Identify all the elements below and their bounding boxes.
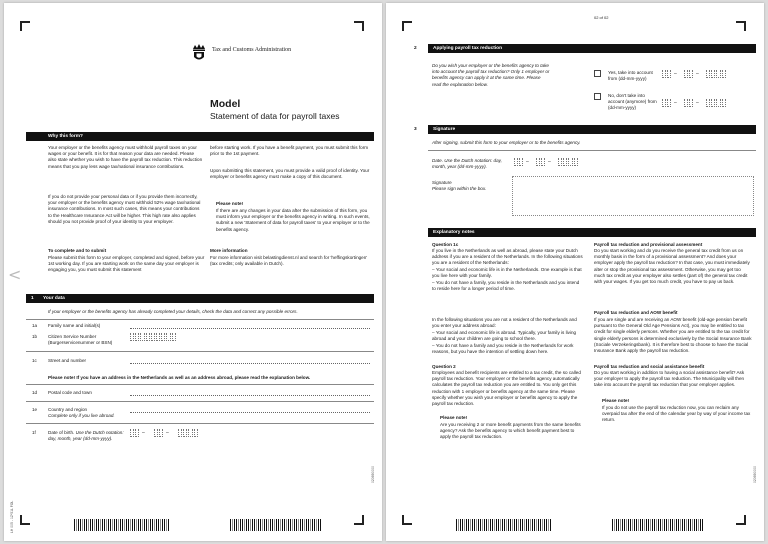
form-code: 020690000: [371, 466, 375, 483]
field-label: Citizen Service Number: [48, 334, 97, 339]
sign-month-input[interactable]: [536, 158, 545, 166]
more-info-heading: More information: [210, 248, 248, 253]
q2-heading: Question 2: [432, 364, 456, 369]
field-number: 1a: [32, 323, 38, 328]
yes-label: Yes, take into account from (dd-mm-yyyy): [608, 70, 653, 82]
field-number: 1d: [32, 390, 38, 395]
barcode: [230, 519, 322, 531]
why-section-header: Why this form?: [26, 132, 374, 141]
divider: [26, 319, 374, 320]
barcode: [74, 519, 169, 531]
no-year-input[interactable]: [706, 99, 726, 107]
signature-box[interactable]: [512, 176, 754, 216]
organization-name: Tax and Customs Administration: [212, 47, 292, 53]
section-title: Your data: [43, 296, 65, 301]
crop-mark: [402, 515, 412, 525]
section-2-header: Applying payroll tax reduction: [428, 44, 756, 53]
why-text-2: If you do not provide your personal data or if you provide them incorrectly, your employer or the benefits agency must withhold 52% wage tax/national insurance contributions. In most such cases, this means your contributions to the Healthcare Insurance Act will be higher. This high rate also applies should you not provide proof of your identity to your employer.: [48, 194, 201, 224]
dash: –: [674, 71, 677, 77]
q2-text: Employees and benefit recipients are entitled to a tax credit, the so called payroll tax reduction. Your employer or the benefits agency automatically calculates the payroll tax reduction you are entitled to. You only get this reduction with 1 employer or benefits agency at the same time. Please specify whether you wish your employer or benefits agency to apply the payroll tax reduction.: [432, 370, 581, 407]
aow-text: If you are single and are receiving an AOW benefit (old-age pension benefit pursuant to the General Old Age Pensions Act), you may be entitled to tax credit for single elderly persons. Whether you are entitled to the tax credit for single elderly persons is determined exclusively by the Social Insurance Bank (Sociale Verzekeringsbank). It is therefore best to choose to have the Social Insurance Bank apply the payroll tax reduction.: [594, 317, 752, 354]
barcode: [456, 519, 551, 531]
crop-mark: [736, 21, 746, 31]
abroad-note-text: Please note! If you have an address in the Netherlands as well as an address abroad, please read the explanation below.: [48, 375, 311, 380]
social-heading: Payroll tax reduction and social assistance benefit: [594, 364, 705, 369]
sign-year-input[interactable]: [558, 158, 578, 166]
yes-checkbox[interactable]: [594, 70, 601, 77]
yes-year-input[interactable]: [706, 70, 726, 78]
field-label: [48, 430, 128, 442]
section-number: 3: [414, 127, 417, 132]
note-heading: Please note!: [216, 201, 244, 206]
previous-page-arrow-icon[interactable]: <: [8, 265, 22, 284]
yes-day-input[interactable]: [662, 70, 671, 78]
q1c-bullet: – Your social and economic life is abroad. Typically, your family is living abroad and your children are going to school there.: [432, 330, 577, 342]
no-month-input[interactable]: [684, 99, 693, 107]
section-1-intro: If your employer or the benefits agency has already completed your details, check the data and correct any possible errors.: [48, 309, 298, 314]
dash: –: [142, 430, 145, 436]
q1c-text-2: In the following situations you are not a resident of the Netherlands and you enter your address abroad:: [432, 317, 577, 329]
dob-year-input[interactable]: [178, 429, 198, 437]
divider: [26, 401, 374, 402]
sign-day-input[interactable]: [514, 158, 523, 166]
yes-month-input[interactable]: [684, 70, 693, 78]
field-label: Street and number: [48, 358, 87, 363]
crop-mark: [402, 21, 412, 31]
divider: [26, 423, 374, 424]
dob-day-input[interactable]: [130, 429, 139, 437]
provisional-text: Do you start working and do you receive the general tax credit from us on monthly basis in the form of a provisional assessment? And does your employer apply the payroll tax reduction? In that case, you must immediately alter or stop the provisional tax assessment. Otherwise, you may get too much tax credit as your employer also settles (part of) the general tax credit with your wages. If you get too much credit, you have to pay us back.: [594, 248, 750, 285]
abroad-note: [48, 375, 368, 381]
family-name-input[interactable]: [130, 321, 370, 329]
field-label: Postal code and town: [48, 390, 92, 395]
social-note-text: If you do not use the payroll tax reduction now, you can reclaim any overpaid tax after the end of the calendar year by way of your income tax return.: [602, 405, 751, 423]
dash: –: [696, 100, 699, 106]
bsn-input[interactable]: [130, 333, 176, 341]
section-3-intro: After signing, submit this form to your employer or to the benefits agency.: [432, 140, 581, 145]
field-label: Family name and initial(s): [48, 323, 101, 328]
page-number: 02 of 02: [594, 15, 609, 20]
q1c-bullet: – You do not have a family and you reside in the Netherlands for work reasons, but you have the intention of settling down here.: [432, 343, 574, 355]
field-sublabel: Complete only if you live abroad.: [48, 413, 115, 418]
crop-mark: [20, 21, 30, 31]
section-1-header: [26, 294, 374, 303]
field-label: Country and region: [48, 407, 88, 412]
no-day-input[interactable]: [662, 99, 671, 107]
q2-note-heading: Please note!: [440, 415, 468, 420]
form-code: 020690000: [753, 466, 757, 483]
section-number: 2: [414, 46, 417, 51]
more-info-text: For more information visit belastingdienst.nl and search for 'heffingskortingen' (tax credits; only available in Dutch).: [210, 255, 368, 267]
divider: [26, 384, 374, 385]
form-page-2: [386, 3, 764, 541]
form-title: Model: [210, 98, 241, 110]
date-label: Date. Use the Dutch notation: day, month, year (dd-mm-yyyy).: [432, 158, 502, 170]
dob-month-input[interactable]: [154, 429, 163, 437]
crown-logo-icon: [190, 43, 208, 63]
signature-sublabel: Please sign within the box.: [432, 186, 487, 191]
signature-label: Signature: [432, 180, 452, 185]
q2-note-text: Are you receiving 2 or more benefit payments from the same benefits agency? Ask the benefits agency to which benefit payment best to apply the payroll tax reduction.: [440, 422, 581, 440]
complete-heading: To complete and to submit: [48, 248, 107, 253]
dash: –: [674, 100, 677, 106]
why-text-4: Upon submitting this statement, you must provide a valid proof of identity. Your employer or benefits agency must make a copy of this document.: [210, 168, 370, 180]
divider: [428, 150, 756, 151]
provisional-heading: Payroll tax reduction and provisional assessment: [594, 242, 703, 247]
dob-sublabel: Use the Dutch notation: day, month, year (dd-mm-yyyy).: [48, 430, 124, 442]
complete-text: Please submit this form to your employer, completed and signed, before your 1st working day. If you are starting work on the same day your employer is engaging you, you must submit this statement: [48, 255, 205, 273]
divider: [26, 351, 374, 352]
social-note-heading: Please note!: [602, 398, 630, 403]
crop-mark: [354, 515, 364, 525]
social-text: Do you start working in addition to having a social assistance benefit? Ask your employer to apply the payroll tax reduction. The Municipality will then take into account the payroll tax reduction that your employer applies.: [594, 370, 745, 388]
field-number: 1b: [32, 334, 38, 339]
country-input[interactable]: [130, 405, 370, 413]
q1c-bullet: – You do not have a family, you reside in the Netherlands and you intend to reside here for a longer period of time.: [432, 280, 580, 292]
dash: –: [166, 430, 169, 436]
field-sublabel: (Burgerservicenummer or BSN): [48, 340, 113, 345]
note-text: If there are any changes in your data after the submission of this form, you must inform your employer or the benefits agency in writing. In such events, submit a new 'Statement of data for payroll taxes' to your employer or to the benefits agency.: [216, 208, 370, 232]
field-number: 1f: [32, 430, 36, 435]
section-3-header: Signature: [428, 125, 756, 134]
q1c-bullet: – Your social and economic life is in the Netherlands. One example is that you live here with your family.: [432, 267, 582, 279]
explanatory-header: Explanatory notes: [428, 228, 756, 237]
field-number: 1e: [32, 407, 38, 412]
aow-heading: Payroll tax reduction and AOW benefit: [594, 310, 678, 315]
crop-mark: [354, 21, 364, 31]
q1c-heading: Question 1c: [432, 242, 459, 247]
street-input[interactable]: [130, 356, 370, 364]
form-code: LH 005 - 1Z*51L FOL: [10, 500, 14, 533]
no-checkbox[interactable]: [594, 93, 601, 100]
crop-mark: [20, 515, 30, 525]
section-number: 1: [31, 296, 34, 301]
dash: –: [526, 159, 529, 165]
why-text-3: before starting work. If you have a benefit payment, you must submit this form prior to the 1st payment.: [210, 145, 369, 157]
dob-label: Date of birth.: [48, 430, 75, 435]
q1c-text: If you live in the Netherlands as well as abroad, please state your Dutch address if you are a resident of the Netherlands. In the following situations you are a resident of the Netherlands:: [432, 248, 583, 266]
dash: –: [696, 71, 699, 77]
crop-mark: [736, 515, 746, 525]
no-label: No, don't take into account (anymore) from (dd-mm-yyyy): [608, 93, 657, 111]
why-text-1: Your employer or the benefits agency must withhold payroll taxes on your wages or your benefit. It is for that reason your data are needed. Please also state whether you wish to have the payroll tax reduction. This reduction means that you pay less wage tax/national insurance contributions.: [48, 145, 203, 169]
barcode: [612, 519, 704, 531]
form-page-1: [4, 3, 382, 541]
section-2-text: Do you wish your employer or the benefits agency to take into account the payroll tax reduction? Only 1 employer or benefits agency can apply it at the same time. Please read the explanation below.: [432, 63, 550, 87]
field-number: 1c: [32, 358, 37, 363]
form-subtitle: Statement of data for payroll taxes: [210, 111, 340, 121]
postal-code-input[interactable]: [130, 388, 370, 396]
dash: –: [548, 159, 551, 165]
